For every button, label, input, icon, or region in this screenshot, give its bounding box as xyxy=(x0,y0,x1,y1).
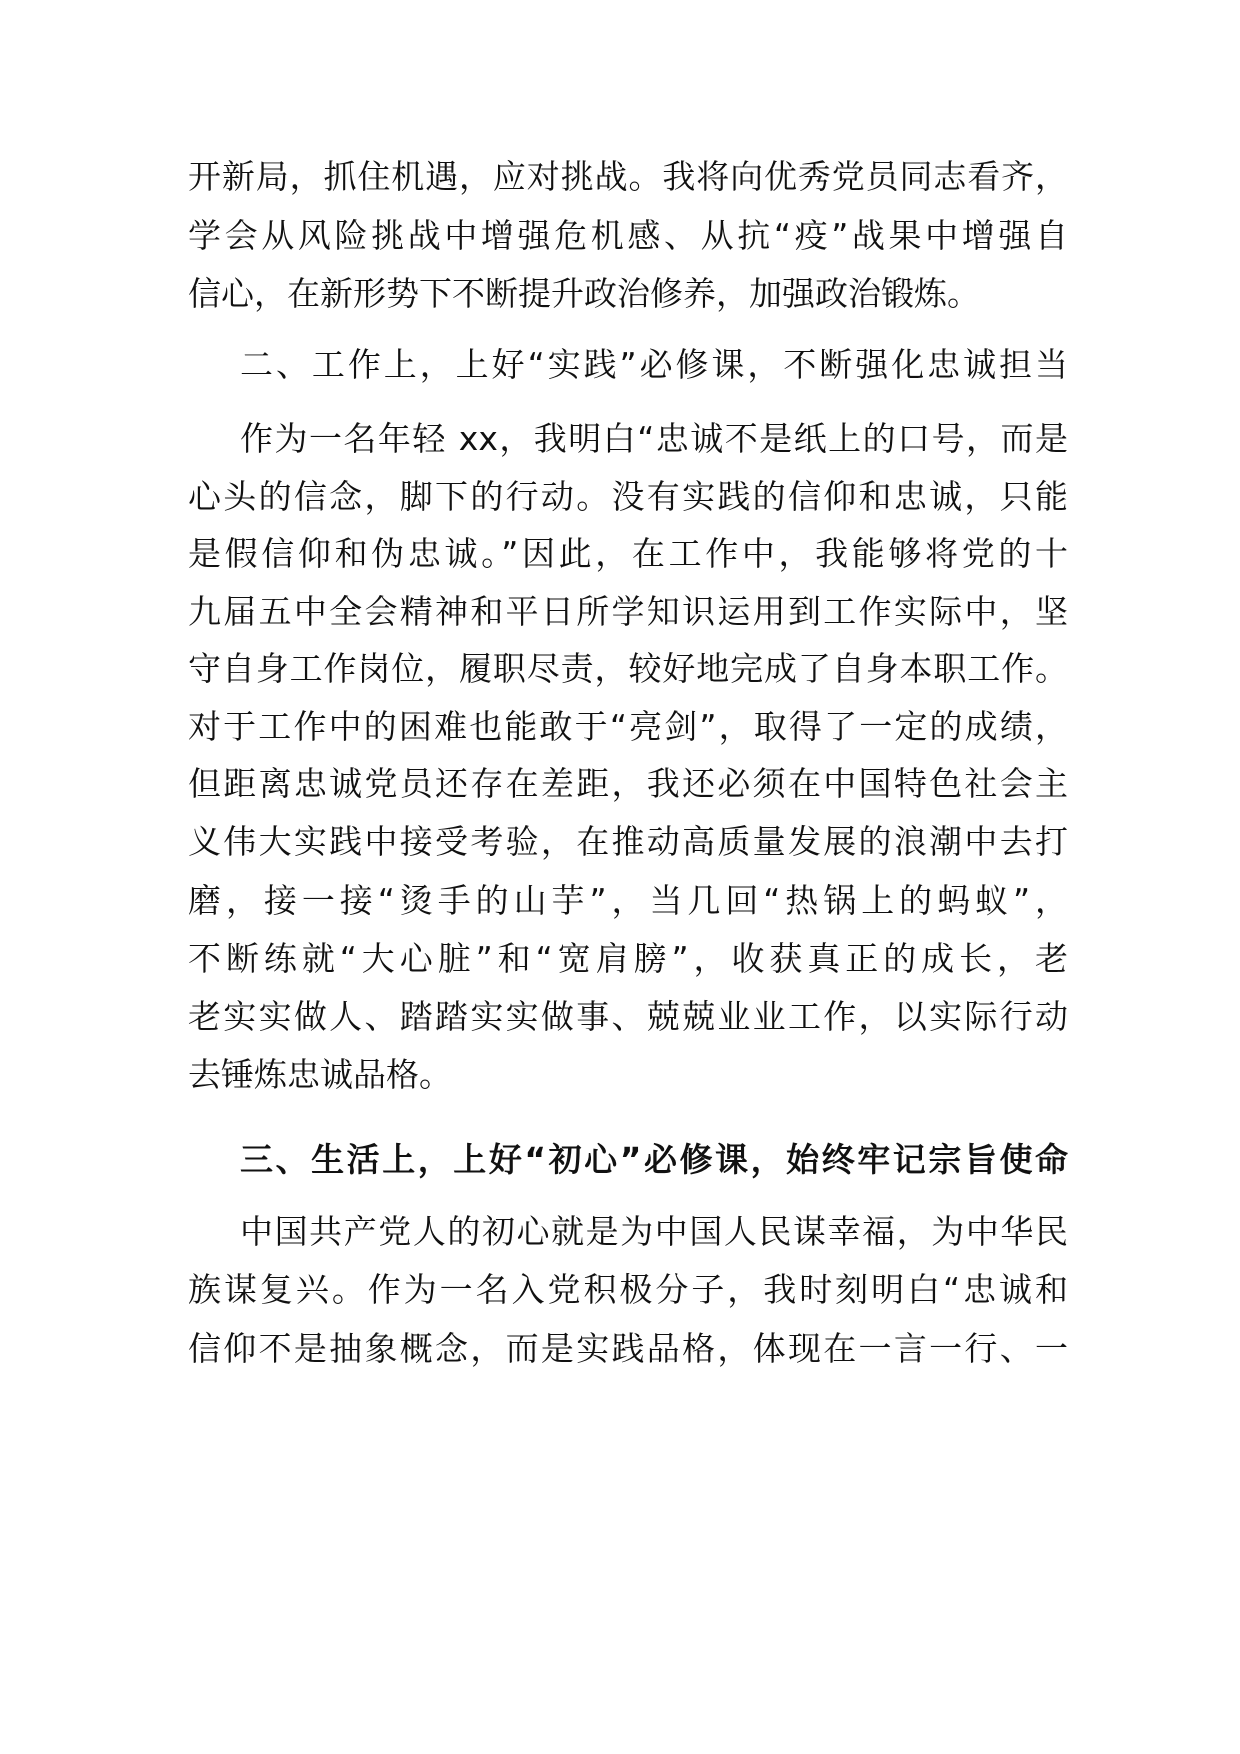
paragraph-line: 是假信仰和伪忠诚。”因此，在工作中，我能够将党的十 xyxy=(188,534,1068,573)
paragraph-line: 族谋复兴。作为一名入党积极分子，我时刻明白“忠诚和 xyxy=(188,1270,1068,1309)
paragraph-line: 作为一名年轻 xx，我明白“忠诚不是纸上的口号，而是 xyxy=(240,419,1068,458)
section-heading: 三、生活上，上好“初心”必修课，始终牢记宗旨使命 xyxy=(240,1140,1068,1179)
paragraph-line: 义伟大实践中接受考验，在推动高质量发展的浪潮中去打 xyxy=(188,822,1068,861)
paragraph-line: 老实实做人、踏踏实实做事、兢兢业业工作，以实际行动 xyxy=(188,997,1068,1036)
paragraph-line: 磨，接一接“烫手的山芋”，当几回“热锅上的蚂蚁”， xyxy=(188,881,1068,920)
paragraph-line: 不断练就“大心脏”和“宽肩膀”，收获真正的成长，老 xyxy=(188,939,1068,978)
paragraph-line: 去锤炼忠诚品格。 xyxy=(188,1055,452,1094)
paragraph-line: 对于工作中的困难也能敢于“亮剑”，取得了一定的成绩， xyxy=(188,707,1068,746)
paragraph-line: 信仰不是抽象概念，而是实践品格，体现在一言一行、一 xyxy=(188,1329,1068,1368)
paragraph-line: 九届五中全会精神和平日所学知识运用到工作实际中，坚 xyxy=(188,592,1068,631)
paragraph-line: 心头的信念，脚下的行动。没有实践的信仰和忠诚，只能 xyxy=(188,477,1068,516)
paragraph-line: 学会从风险挑战中增强危机感、从抗“疫”战果中增强自 xyxy=(188,216,1068,255)
paragraph-line: 中国共产党人的初心就是为中国人民谋幸福，为中华民 xyxy=(240,1212,1068,1251)
paragraph-line: 但距离忠诚党员还存在差距，我还必须在中国特色社会主 xyxy=(188,764,1068,803)
paragraph-line: 开新局，抓住机遇，应对挑战。我将向优秀党员同志看齐， xyxy=(188,157,1068,196)
paragraph-line: 守自身工作岗位，履职尽责，较好地完成了自身本职工作。 xyxy=(188,649,1068,688)
paragraph-line: 信心，在新形势下不断提升政治修养，加强政治锻炼。 xyxy=(188,274,980,313)
section-heading: 二、工作上，上好“实践”必修课，不断强化忠诚担当 xyxy=(240,345,1068,384)
